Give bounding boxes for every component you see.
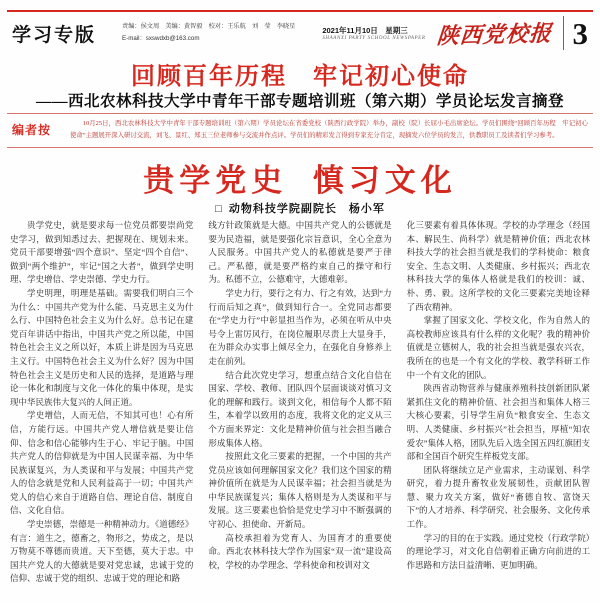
date-line: 2021年11月10日 星期三: [322, 26, 408, 35]
banner-subheadline: ——西北农林科技大学中青年干部专题培训班（第六期）学员论坛发言摘登: [35, 93, 564, 110]
page-number-box: [563, 16, 591, 50]
body-paragraph: 陕西省动物营养与健康养殖科技创新团队紧紧抓住文化的精神价值、社会担当和集体人格三大核心要素，引导学生肩负“粮食安全、生态文明、人类健康、乡村振兴”社会担当，厚植“知农爱农”集体人格，团队先后入选全国五四红旗团支部和全国百个研究生样板党支部。: [406, 383, 590, 462]
body-column-2: [208, 219, 391, 598]
body-paragraph: 按照此文化三要素的把握，一个中国的共产党员应该如何理解国家文化？我们这个国家的精神价值所在就是为人民谋幸福；社会担当就是为中华民族谋复兴；集体人格则是为人类谋和平与发展。这三要素也恰恰是党史学习中不断强调的守初心、担使命、开新局。: [208, 451, 392, 530]
body-paragraph: 线方针政策就是大德。中国共产党人的公德就是要为民造福，就是要强化宗旨意识，全心全意为人民服务。中国共产党人的私德就是要严于律己。严私德，就是要严格约束自己的操守和行为。私德不立，公德难守，大德难彰。: [208, 220, 392, 285]
note-bottom-rule: [7, 147, 593, 148]
section-label: 学习专版: [12, 24, 97, 46]
newspaper-masthead: 陕西党校报: [436, 19, 554, 49]
staff-credits: [122, 21, 295, 45]
top-red-rule: [7, 10, 593, 12]
body-paragraph: 学史增信，人而无信，不知其可也！心有所信，方能行远。中国共产党人增信就是要让信仰、信念和信心能够内生于心、牢记于脑。中国共产党人的信仰就是为中国人民谋幸福、为中华民族谋复兴，为人类谋和平与发展；中国共产党人的信念就是党和人民利益高于一切；中国共产党人的信心来自于道路自信、理论自信、制度自信、文化自信。: [10, 410, 194, 516]
body-paragraph: 掌握了国家文化、学校文化，作为自然人的高校教师应该具有什么样的文化呢？我的精神价值就是立德树人，我的社会担当就是强农兴农，我所在的也是一个有文化的学校、教学科研工作中一个有文化的团队。: [406, 315, 590, 380]
editor-note-label: 编者按: [12, 123, 52, 137]
body-paragraph: 贵学党史，就是要求每一位党员都要崇尚党史学习，做到知悉过去、把握现在、规划未来。党员干部要增强“四个意识”、坚定“四个自信”、做到“两个维护”，牢记“国之大者”，做到学史明理、学史增信、学史崇德、学史力行。: [10, 220, 194, 285]
editor-note-text: 10月25日，西北农林科技大学中青年干部专题培训班（第六期）学员论坛在省委党校（陕西行政学院）举办，副校（院）长屈小毛出席论坛。学员们围绕“回顾百年历程 牢记初心使命”主题展开深入研讨交流，刘飞、景红、郑玉三位老师参与交流并作点评。学员们的精彩发言得到专家充分肯定，现摘发六位学员的发言，供教职员工及读者们学习参考。: [70, 120, 588, 139]
body-column-3: [407, 219, 590, 598]
body-paragraph: 学史明理，明理是基础。需要我们明白三个为什么：中国共产党为什么能、马克思主义为什么行、中国特色社会主义为什么好。总书记在建党百年讲话中指出，中国共产党之所以能，中国特色社会主义之所以好，本质上讲是因为马克思主义行。中国特色社会主义为什么好？因为中国特色社会主义是历史和人民的选择，是道路与理论一体化和制度与文化一体化的集中体现，是实现中华民族伟大复兴的人间正道。: [10, 287, 194, 407]
body-paragraph: 学习的目的在于实践。通过党校（行政学院）的理论学习，对文化自信朝着正确方向前进的工作思路和方法日益清晰、更加明确。: [406, 532, 590, 570]
article-byline: [0, 200, 600, 216]
email-line: E-mail：sxswdxb@163.com: [122, 35, 200, 42]
staff-line: 责编：侯文周 美编：黄智毅 校对：王乐航 刘 莹 李晓星: [122, 23, 296, 31]
body-column-1: [10, 219, 193, 598]
note-top-rule: [7, 113, 593, 114]
page-header: [12, 15, 590, 51]
body-paragraph: 学史力行，要行之有力、行之有效，达到“力行而后知之真”，做到知行合一。全党同志都要在“学史力行”中彰显担当作为，必须在听从中央号令上雷厉风行，在岗位履职尽责上大显身手，在为群众办实事上倾尽全力，在强化自身修养上走在前列。: [208, 287, 392, 366]
page-number: 3: [572, 15, 588, 51]
date-block: [322, 25, 425, 41]
editor-note: [12, 116, 588, 146]
byline-text: 动物科技学院副院长 杨小军: [228, 203, 385, 215]
banner-headline: 回顾百年历程 牢记初心使命: [131, 64, 469, 90]
body-paragraph: 化三要素有着具体体现。学校的办学理念（经国本、解民生、尚科学）就是精神价值；西北农林科技大学的社会担当就是我们的学科使命：粮食安全、生态文明、人类健康、乡村振兴；西北农林科技大学的集体人格就是我们的校训：诚、朴、勇、毅。这所学校的文化三要素完美地诠释了西农精神。: [406, 220, 590, 312]
body-paragraph: 结合此次党史学习，想重点结合文化自信在国家、学校、教师、团队四个层面谈谈对慎习文化的理解和践行。谈到文化，相信每个人都不陌生，本着学以致用的态度，我将文化的定义从三个方面来界定：文化是精神价值与社会担当融合形成集体人格。: [208, 369, 392, 448]
header-right: [322, 16, 590, 50]
body-paragraph: 团队将继续立足产业需求，主动谋划、科学研究，着力提升畜牧业发展韧性，贡献团队智慧、聚力攻关方案，做好“畜德自牧、富饶天下”的人才培养、科学研究、社会服务、文化传承工作。: [406, 464, 590, 530]
english-name: SHAANXI PARTY SCHOOL NEWSPAPER: [322, 36, 426, 41]
body-paragraph: 学史崇德，崇德是一种精神动力。《道德经》有言：道生之，德畜之，物形之，势成之，是以万物莫不尊德而贵道。天下至德，莫大于忠。中国共产党人的大德就是要对党忠诚，忠诚于党的信仰、忠诚于党的组织、忠诚于党的理论和路: [10, 519, 194, 584]
byline-marker: □: [215, 203, 223, 215]
article-title: 贵学党史 慎习文化: [143, 163, 457, 198]
article-body: [10, 219, 590, 598]
body-paragraph: 高校承担着为党育人、为国育才的重要使命。西北农林科技大学作为国家“双一流”建设高校，学校的办学理念、学科使命和校训对文: [208, 532, 392, 570]
